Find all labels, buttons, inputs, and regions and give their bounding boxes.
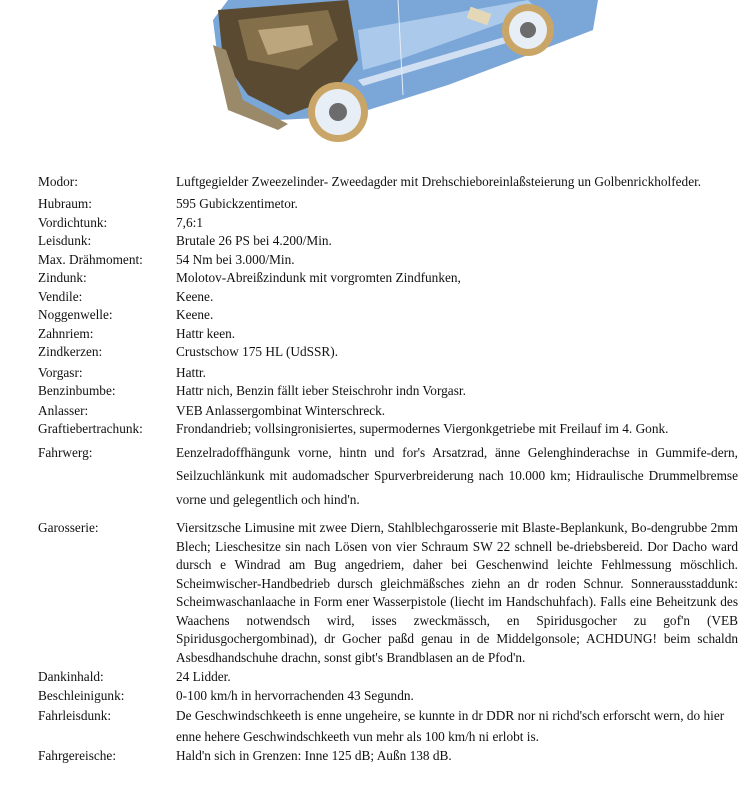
spec-row-fahrgereische [38, 747, 738, 766]
spec-row-modor [38, 170, 738, 193]
spec-label: Fahrgereische: [38, 748, 117, 763]
spec-value: Viersitzsche Limusine mit zwee Diern, Stahlblechgarosserie mit Blaste-Beplankunk, Bo-dengrubbe 2mm Blech; Lieschesitze sin nach Lösen von vier Schraum SW 22 schnell be-driebsbereid. Dor Dacho ward dursch e Windrad am Bug angedriem, daher bei Geschenwind leichte Fehlmessung möschlich. Scheimwischer-Handbedrieb dursch gleichmäßsches ziehn an dr roden Schnur. Sonnerausstaddunk: Scheimwaschanlaache in Form ener Wasserpistole (liecht im Handschuhfach). Falls eine Beheitzunk des Waachens notwendsch wird, isses zweckmässch, en Spiridusgocher zu gof'n (VEB Spiridusgochergombinad), dr Gocher paßd genau in de Middelgonsole; ACHDUNG! beim schaldn Asbesdhandschuhe drachn, sonst gibt's Brandblasen an de Pfod'n. [176, 520, 738, 665]
spec-row-zindkerzen [38, 343, 738, 362]
spec-label: Beschleinigunk: [38, 687, 125, 703]
spec-row-zahnriem [38, 325, 738, 344]
spec-label: Zindkerzen: [38, 344, 103, 359]
spec-label: Zahnriem: [38, 325, 94, 341]
spec-value: 595 Gubickzentimetor. [176, 196, 298, 211]
spec-row-leisdunk [38, 232, 738, 251]
spec-value: Hattr keen. [176, 325, 236, 341]
spec-value: 24 Lidder. [176, 669, 231, 684]
spec-row-hubraum [38, 195, 738, 214]
spec-row-beschleinigunk [38, 687, 738, 706]
spec-label: Vendile: [38, 288, 83, 304]
spec-value: 7,6:1 [176, 214, 203, 230]
spec-label: Fahrleisdunk: [38, 708, 112, 723]
spec-label: Graftiebertrachunk: [38, 421, 143, 436]
spec-value: Molotov-Abreißzindunk mit vorgromten Zindfunken, [176, 270, 461, 285]
spec-value: 0-100 km/h in hervorrachenden 43 Segundn. [176, 687, 414, 703]
spec-label: Anlasser: [38, 402, 89, 418]
spec-table [38, 170, 738, 766]
spec-value: 54 Nm bei 3.000/Min. [176, 251, 295, 267]
spec-value: Keene. [176, 307, 214, 322]
spec-row-zindunk [38, 269, 738, 288]
spec-label: Benzinbumbe: [38, 383, 116, 398]
spec-value: VEB Anlassergombinat Winterschreck. [176, 402, 386, 418]
spec-value: De Geschwindschkeeth is enne ungeheire, se kunnte in dr DDR nor ni richd'sch erforscht wern, do hier enne hehere Geschwindschkeeth vun mehr als 100 km/h ni erlobt is. [176, 708, 725, 744]
spec-value: Luftgegielder Zweezelinder- Zweedagder mit Drehschieboreinlaßsteierung un Golbenrickholfeder. [176, 174, 702, 189]
spec-label: Leisdunk: [38, 233, 92, 248]
spec-row-vendile [38, 288, 738, 307]
spec-value: Hattr nich, Benzin fällt ieber Steischrohr indn Vorgasr. [176, 383, 466, 398]
spec-row-noggenwelle [38, 306, 738, 325]
spec-row-anlasser [38, 402, 738, 421]
spec-row-graftiebertrachunk [38, 420, 738, 439]
spec-row-vorgasr [38, 364, 738, 383]
spec-label: Noggenwelle: [38, 307, 113, 322]
spec-label: Dankinhald: [38, 669, 104, 684]
spec-label: Zindunk: [38, 270, 87, 285]
spec-value: Eenzelradoffhängunk vorne, hintn und for's Arsatzrad, änne Gelenghinderachse in Gummife-dern, Seilzuchlänkunk mit audomadscher Spurverbreiderung nach 10.000 km; Hidraulische Drummelbremse vorne und gelegentlich och hind'n. [176, 444, 738, 507]
spec-row-drahmoment [38, 251, 738, 270]
spec-value: Keene. [176, 288, 214, 304]
spec-label: Modor: [38, 174, 78, 189]
spec-row-fahrleisdunk [38, 705, 738, 747]
spec-value: Hald'n sich in Grenzen: Inne 125 dB; Außn 138 dB. [176, 748, 452, 763]
spec-label: Max. Drähmoment: [38, 251, 143, 267]
spec-label: Fahrwerg: [38, 444, 93, 460]
spec-row-garosserie [38, 519, 738, 667]
spec-label: Hubraum: [38, 196, 92, 211]
spec-label: Garosserie: [38, 520, 99, 535]
spec-label: Vorgasr: [38, 364, 83, 380]
spec-row-benzinbumbe [38, 382, 738, 401]
spec-row-vordichtunk [38, 214, 738, 233]
spec-value: Crustschow 175 HL (UdSSR). [176, 344, 339, 359]
spec-value: Brutale 26 PS bei 4.200/Min. [176, 233, 332, 248]
car-cutaway-illustration [198, 0, 608, 150]
spec-label: Vordichtunk: [38, 214, 108, 230]
spec-row-dankinhald [38, 668, 738, 687]
spec-value: Hattr. [176, 364, 206, 380]
spec-row-fahrwerg [38, 441, 738, 512]
spec-value: Frondandrieb; vollsingronisiertes, supermodernes Viergonkgetriebe mit Freilauf im 4. Gonk. [176, 421, 669, 436]
